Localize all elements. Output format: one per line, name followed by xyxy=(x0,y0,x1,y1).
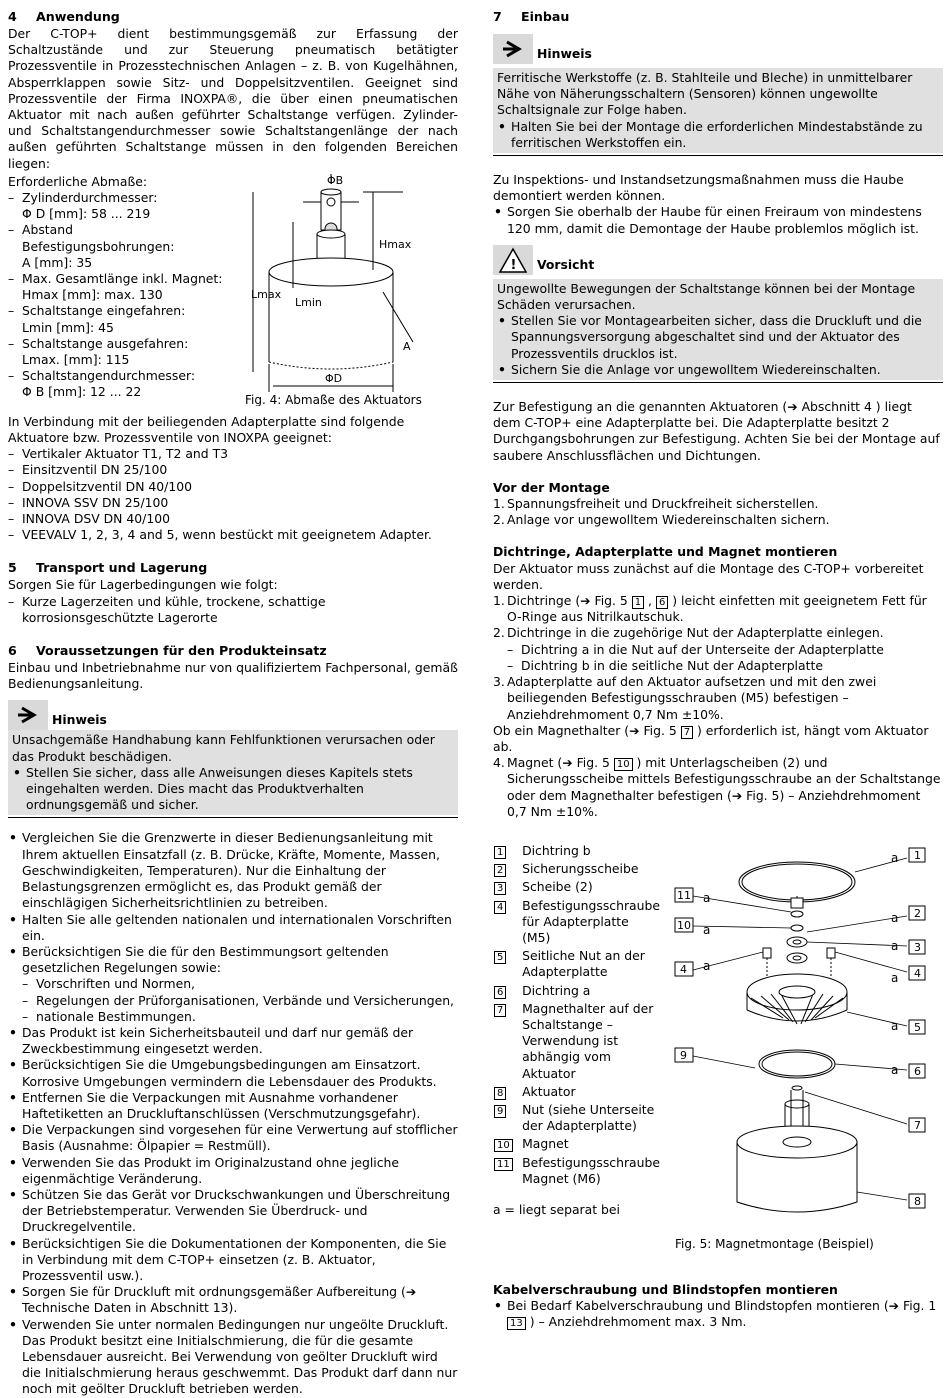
seal-steps: 1. Dichtringe (➔ Fig. 5 1 , 6 ) leicht einfetten mit geeignetem Fett für O-Ringe aus Nitrilkautschuk. 2. Dichtringe in die zugehörige Nut der Adapterplatte einlegen. – Dichtring a in die Nut auf der Unterseite der Adapterplatte – Dichtring b in die seitliche Nut der Adapterplatte 3. Adapterplatte auf den Aktuator aufsetzen und mit den zwei beiliegenden Befestigungsschrauben (M5) befestigen – Anziehdrehmoment 0,7 Nm ±10%. xyxy=(493,593,943,723)
svg-text:8: 8 xyxy=(914,1194,921,1208)
svg-text:7: 7 xyxy=(914,1118,921,1132)
actuator-item: – Doppelsitzventil DN 40/100 xyxy=(8,479,458,495)
svg-text:ΦB: ΦB xyxy=(327,173,344,187)
svg-text:1: 1 xyxy=(914,848,921,862)
svg-text:ΦD: ΦD xyxy=(325,371,343,385)
actuator-item: – Einsitzventil DN 25/100 xyxy=(8,462,458,478)
svg-text:11: 11 xyxy=(677,888,691,902)
requirements-list: • Vergleichen Sie die Grenzwerte in dieser Bedienungsanleitung mit Ihrem aktuellen Einsatzfall (z. B. Drücke, Kräfte, Momente, Massen, Geschwindigkeiten, Temperaturen). Nur die Einhaltung der Belastungsgrenzen ermöglicht es, das Produkt gemäß der einschlägigen Sicherheitsrichtlinien zu betreiben. • Halten Sie alle geltenden nationalen und internationalen Vorschriften ein. • Berücksichtigen Sie die für den Bestimmungsort geltenden gesetzlichen Regelungen sowie: – Vorschriften und Normen, – Regelungen der Prüforganisationen, Verbände und Versicherungen, – nationale Bestimmungen. • Das Produkt ist kein Sicherheitsbauteil und darf nur gemäß der Zweckbestimmung eingesetzt werden. • Berücksichtigen Sie die Umgebungsbedingungen am Einsatzort. Korrosive Umgebungen vermindern die Lebensdauer des Produkts. • Entfernen Sie die Verpackungen mit Ausnahme vorhandener Haftetiketten an Druckluftanschlüssen (Verschmutzungsgefahr). • Die Verpackungen sind vorgesehen für eine Verwertung auf stofflicher Basis (Ausnahme: Ölpapier = Restmüll). • Verwenden Sie das Produkt im Originalzustand ohne jegliche eigenmächtige Veränderung. • Schützen Sie das Gerät vor Druckschwankungen und Überschreitung der Betriebstemperatur. Verwenden Sie Überdruck- und Druckregelventile. • Berücksichtigen Sie die Dokumentationen der Komponenten, die Sie in Verbindung mit dem C-TOP+ einsetzen (z. B. Aktuator, Prozessventil usw.). • Sorgen Sie für Druckluft mit ordnungsgemäßer Aufbereitung (➔ Technische Daten in Abschnitt 13). • Verwenden Sie unter normalen Bedingungen nur ungeölte Druckluft. Das Produkt besitzt eine Initialschmierung, die für die gesamte Lebensdauer ausreicht. Bei Verwendung von geölter Druckluft wird die Initialschmierung heraus geschwemmt. Das Produkt darf dann nur noch mit geölter Druckluft betrieben werden. xyxy=(8,830,458,1397)
svg-text:a: a xyxy=(891,938,899,953)
svg-text:a: a xyxy=(891,850,899,865)
storage-list xyxy=(8,594,458,626)
arrow-icon xyxy=(8,700,48,730)
svg-text:Fig. 5: Magnetmontage (Beispie: Fig. 5: Magnetmontage (Beispiel) xyxy=(675,1236,874,1251)
svg-text:10: 10 xyxy=(677,918,691,932)
dims-list xyxy=(8,190,223,401)
section-7-heading: 7 Einbau xyxy=(493,9,570,24)
note-header: Hinweis xyxy=(493,34,943,64)
svg-text:Fig. 4: Abmaße des Aktuators: Fig. 4: Abmaße des Aktuators xyxy=(245,392,422,406)
dim-item: – Abstand Befestigungsbohrungen: A [mm]: 35 xyxy=(8,222,223,271)
svg-text:a: a xyxy=(891,970,899,985)
dim-item: – Schaltstange ausgefahren: Lmax. [mm]: 115 xyxy=(8,336,223,368)
dim-item: – Zylinderdurchmesser: Φ D [mm]: 58 ... 219 xyxy=(8,190,223,222)
actuator-dimension-figure xyxy=(233,172,458,406)
dim-item: – Schaltstangendurchmesser: Φ B [mm]: 12 ... 22 xyxy=(8,368,223,400)
caution-header: ! Vorsicht xyxy=(493,245,943,275)
svg-text:4: 4 xyxy=(914,966,921,980)
svg-text:Hmax: Hmax xyxy=(379,237,412,251)
svg-text:Lmax: Lmax xyxy=(251,287,282,301)
storage-item: – Kurze Lagerzeiten und kühle, trockene, schattige korrosionsgeschützte Lagerorte xyxy=(8,594,458,626)
section-4-heading: 4 Anwendung xyxy=(8,9,120,24)
left-column xyxy=(8,8,458,1398)
actuator-item: – Vertikaler Aktuator T1, T2 and T3 xyxy=(8,446,458,462)
seal-title: Dichtringe, Adapterplatte und Magnet montieren xyxy=(493,544,838,560)
arrow-icon xyxy=(493,34,533,64)
svg-text:3: 3 xyxy=(914,940,921,954)
inspect-text: Zu Inspektions- und Instandsetzungsmaßnahmen muss die Haube demontiert werden können. xyxy=(493,172,904,204)
dimensions-block xyxy=(8,172,458,406)
actuator-list xyxy=(8,446,458,543)
magnet-mounting-figure xyxy=(493,842,943,1282)
svg-text:!: ! xyxy=(510,257,517,273)
svg-text:a: a xyxy=(703,890,711,905)
caution-box: Ungewollte Bewegungen der Schaltstange können bei der Montage Schäden verursachen. • Stellen Sie vor Montagearbeiten sicher, dass die Druckluft und die Spannungsversorgung abgeschaltet sind und der Aktuator des Prozessventils drucklos ist. • Sichern Sie die Anlage vor ungewolltem Wiedereinschalten. xyxy=(493,279,943,380)
fixing-text: Zur Befestigung an die genannten Aktuatoren (➔ Abschnitt 4 ) liegt dem C-TOP+ eine Adapterplatte bei. Die Adapterplatte besitzt 2 Durchgangsbohrungen zur Befestigung. Achten Sie bei der Montage auf saubere Anschlussflächen und Dichtungen. xyxy=(493,399,940,463)
section-5-text: Sorgen Sie für Lagerbedingungen wie folgt: xyxy=(8,577,278,593)
section-6-text: Einbau und Inbetriebnahme nur von qualifiziertem Fachpersonal, gemäß Bedienungsanleitung. xyxy=(8,660,458,692)
dim-item: – Schaltstange eingefahren: Lmin [mm]: 45 xyxy=(8,303,223,335)
right-column: 7 Einbau Hinweis Ferritische Werkstoffe (z. B. Stahlteile und Bleche) in unmittelbarer Nähe von Näherungsschaltern (Sensoren) können ungewollte Schaltsignale zur Folge haben. • Halten Sie bei der Montage die erforderlichen Mindestabstände zu ferritischen Werkstoffen ein. Zu Inspektions- und Instandsetzungsmaßnahmen muss die Haube demontiert werden können. • Sorgen Sie oberhalb der Haube für einen Freiraum von mindestens 120 mm, damit die Demontage der Haube problemlos möglich ist. ! Vorsicht Ungewollte Bewegungen der Schaltstange können bei der Montage Schäden verursachen. • Stellen Sie vor Montagearbeiten sicher, dass die Druckluft und die Spannungsversorgung abgeschaltet sind und der Aktuator des Prozessventils drucklos ist. • Sichern Sie die Anlage vor ungewolltem Wiedereinschalten. Zur Befestigung an die genannten Aktuatoren (➔ Abschnitt 4 ) liegt dem C-TOP+ eine Adapterplatte bei. Die Adapterplatte besitzt 2 Durchgangsbohrungen zur Befestigung. Achten Sie bei der Montage auf saubere Anschlussflächen und Dichtungen. Vor der Montage 1. Spannungsfreiheit und Druckfreiheit sicherstellen. 2. Anlage vor ungewolltem Wiedereinschalten sichern. Dichtringe, Adapterplatte und Magnet montieren Der Aktuator muss zunächst auf die Montage des C-TOP+ vorbereitet werden. 1. Dichtringe (➔ Fig. 5 1 , 6 ) leicht einfetten mit geeignetem Fett für O-Ringe aus Nitrilkautschuk. 2. Dichtringe in die zugehörige Nut der Adapterplatte einlegen. – Dichtring a in die Nut auf der Unterseite der Adapterplatte – Dichtring b in die seitliche Nut der Adapterplatte 3. Adapterplatte auf den Aktuator aufsetzen und mit den zwei beiliegenden Befestigungsschrauben (M5) befestigen – Anziehdrehmoment 0,7 Nm ±10%. Ob ein Magnethalter (➔ Fig. 5 7 ) erforderlich ist, hängt vom Aktuator ab. 4. Magnet (➔ Fig. 5 10 ) mit Unterlagscheiben (2) und Sicherungsscheibe mittels Befestigungsschraube an der Schaltstange oder dem Magnethalter befestigen (➔ Fig. 5) – Anziehdrehmoment 0,7 Nm ±10%. 1 Dichtring b 2 Sicherungsscheibe 3 Scheibe (2) 4 Befestigungsschraube für Adapterplatte (M5) 5 Seitliche Nut an der Adapterplatte 6 Dichtring a 7 Magnethalter auf der Schaltstange – Verwendung ist abhängig vom Aktuator 8 Aktuator 9 Nut (siehe Unterseite der Adapterplatte) 10 Magnet 11 Befestigungsschraube Magnet (M6) a = liegt separat bei a a a a a a a a a 1 2 3 4 5 6 7 8 11 10 4 9 Fig. 5: Magnetmontage (Beispiel) Kabelverschraubung und Blindstopfen montieren • Bei Bedarf Kabelverschraubung und Blindstopfen montieren (➔ Fig. 1 13 ) – Anziehdrehmoment max. 3 Nm. xyxy=(493,8,943,1331)
svg-text:6: 6 xyxy=(914,1064,921,1078)
actuator-item: – INNOVA DSV DN 40/100 xyxy=(8,511,458,527)
section-5-heading: 5 Transport und Lagerung xyxy=(8,560,208,576)
svg-text:5: 5 xyxy=(914,1020,921,1034)
svg-text:4: 4 xyxy=(680,962,687,976)
cable-title: Kabelverschraubung und Blindstopfen montieren xyxy=(493,1281,838,1297)
legend: 1 Dichtring b 2 Sicherungsscheibe 3 Scheibe (2) 4 Befestigungsschraube für Adapterplatte (M5) 5 Seitliche Nut an der Adapterplatte 6 Dichtring a 7 Magnethalter auf der Schaltstange – Verwendung ist abhängig vom Aktuator 8 Aktuator 9 Nut (siehe Unterseite der Adapterplatte) 10 Magnet 11 Befestigungsschraube Magnet (M6) a = liegt separat bei xyxy=(493,842,660,1217)
exploded-view-drawing xyxy=(671,842,943,1282)
svg-text:a: a xyxy=(703,922,711,937)
svg-text:Lmin: Lmin xyxy=(295,295,322,309)
svg-text:A: A xyxy=(403,339,411,353)
svg-text:a: a xyxy=(891,1062,899,1077)
pre-title: Vor der Montage xyxy=(493,479,610,495)
pre-steps: 1. Spannungsfreiheit und Druckfreiheit sicherstellen. 2. Anlage vor ungewolltem Wiedereinschalten sichern. xyxy=(493,496,830,528)
svg-text:a: a xyxy=(891,910,899,925)
svg-text:a: a xyxy=(703,958,711,973)
actuator-item: – VEEVALV 1, 2, 3, 4 and 5, wenn bestückt mit geeignetem Adapter. xyxy=(8,527,458,543)
svg-text:a: a xyxy=(891,1018,899,1033)
dims-title: Erforderliche Abmaße: xyxy=(8,173,148,189)
warning-icon xyxy=(493,245,533,275)
dim-item: – Max. Gesamtlänge inkl. Magnet: Hmax [mm]: max. 130 xyxy=(8,271,223,303)
adapter-text: In Verbindung mit der beiliegenden Adapterplatte sind folgende Aktuatore bzw. Prozessventile von INOXPA geeignet: xyxy=(8,413,405,446)
note-box: Unsachgemäße Handhabung kann Fehlfunktionen verursachen oder das Produkt beschädigen. • Stellen Sie sicher, dass alle Anweisungen dieses Kapitels stets eingehalten werden. Dies macht das Produktverhalten ordnungsgemäß und sicher. xyxy=(8,730,458,815)
note-header: Hinweis xyxy=(8,700,458,730)
note-box: Ferritische Werkstoffe (z. B. Stahlteile und Bleche) in unmittelbarer Nähe von Näherungsschaltern (Sensoren) können ungewollte Schaltsignale zur Folge haben. • Halten Sie bei der Montage die erforderlichen Mindestabstände zu ferritischen Werkstoffen ein. xyxy=(493,68,943,153)
section-4-intro: Der C-TOP+ dient bestimmungsgemäß zur Erfassung der Schaltzustände und zur Steuerung pneumatisch betätigter Prozessventile in Prozesstechnischen Anlagen – z. B. von Kugelhähnen, Absperrklappen sowie Sitz- und Doppelsitzventilen. Geeignet sind Prozessventile der Firma INOXPA®, die über einen pneumatischen Aktuator mit nach außen geführter Schaltstange verfügen. Zylinder- und Schaltstangendurchmesser sowie Schaltstangenlänge der nach außen geführten Schaltstange müssen in den folgenden Bereichen liegen: xyxy=(8,26,458,171)
section-6-heading: 6 Voraussetzungen für den Produkteinsatz xyxy=(8,643,327,659)
svg-text:2: 2 xyxy=(914,906,921,920)
svg-text:9: 9 xyxy=(680,1048,687,1062)
actuator-item: – INNOVA SSV DN 25/100 xyxy=(8,495,458,511)
